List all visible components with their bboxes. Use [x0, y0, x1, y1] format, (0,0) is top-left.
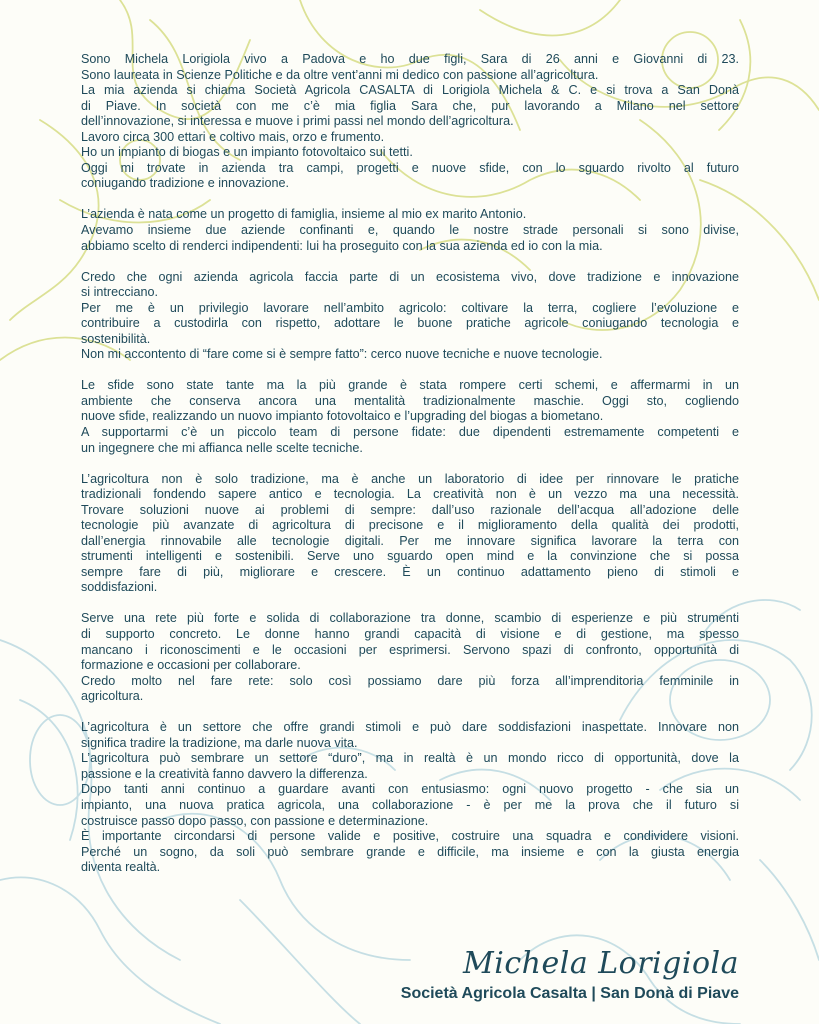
- text-line: ambiente che conserva ancora una mentalità tradizionalmente maschie. Oggi sto, cogliendo: [81, 393, 739, 408]
- text-line: di Piave. In società con me c’è mia figlia Sara che, pur lavorando a Milano nel settore: [81, 98, 739, 113]
- paragraph-gap: [81, 456, 739, 472]
- text-line: di supporto concreto. Le donne hanno grandi capacità di visione e di gestione, ma spesso: [81, 627, 739, 641]
- text-line: coniugando tradizione e innovazione.: [81, 176, 289, 191]
- text-line: nuove sfide, realizzando un nuovo impianto fotovoltaico e l’upgrading del biogas a biometano.: [81, 409, 604, 424]
- paragraph-innovation: [81, 472, 739, 596]
- paragraph-conclusion: [81, 720, 739, 875]
- text-line: L’agricoltura può sembrare un settore “duro”, ma in realtà è un mondo ricco di opportunità, dove la: [81, 751, 739, 766]
- text-line: Sono laureata in Scienze Politiche e da oltre vent’anni mi dedico con passione all’agricoltura.: [81, 67, 599, 82]
- text-line: Le sfide sono state tante ma la più grande è stata rompere certi schemi, e affermarmi in un: [81, 378, 739, 393]
- paragraph-family: [81, 207, 739, 254]
- text-line: A supportarmi c’è un piccolo team di persone fidate: due dipendenti estremamente competenti e: [81, 424, 739, 439]
- text-line: formazione e occasioni per collaborare.: [81, 658, 301, 673]
- text-line: mancano i riconoscimenti e le occasioni per esprimersi. Servono spazi di confronto, opportunità di: [81, 642, 739, 657]
- signature-company-line: Società Agricola Casalta | San Donà di Piave: [400, 985, 739, 1002]
- text-line: agricoltura.: [81, 689, 144, 704]
- paragraph-gap: [81, 192, 739, 208]
- text-line: impianto, una nuova pratica agricola, una collaborazione - è per me la prova che il futuro si: [81, 797, 739, 812]
- text-line: Oggi mi trovate in azienda tra campi, progetti e nuove sfide, con lo sguardo rivolto al futuro: [81, 160, 739, 175]
- text-line: Credo che ogni azienda agricola faccia parte di un ecosistema vivo, dove tradizione e innovazione: [81, 269, 739, 284]
- text-line: tradizionali fondendo sapere antico e tecnologia. La creatività non è un vezzo ma una necessità.: [81, 487, 739, 502]
- text-line: dell’innovazione, si interessa e muove i primi passi nel mondo dell’agricoltura.: [81, 114, 514, 129]
- text-line: strumenti intelligenti e sostenibili. Serve uno sguardo open mind e la convinzione che si possa: [81, 549, 739, 564]
- text-line: Ho un impianto di biogas e un impianto fotovoltaico sui tetti.: [81, 145, 413, 160]
- text-line: Lavoro circa 300 ettari e coltivo mais, orzo e frumento.: [81, 129, 385, 144]
- paragraph-challenges: [81, 378, 739, 456]
- text-line: Non mi accontento di “fare come si è sempre fatto”: cerco nuove tecniche e nuove tecnologie.: [81, 347, 603, 362]
- text-line: diventa realtà.: [81, 860, 161, 875]
- text-line: Credo molto nel fare rete: solo così possiamo dare più forza all’imprenditoria femminile in: [81, 673, 739, 688]
- paragraph-gap: [81, 363, 739, 379]
- text-line: Avevamo insieme due aziende confinanti e, quando le nostre strade personali si sono divise,: [81, 222, 739, 237]
- text-line: Dopo tanti anni continuo a guardare avanti con entusiasmo: ogni nuovo progetto - che sia un: [81, 782, 739, 797]
- text-line: tecnologie più avanzate di agricoltura di precisone e il miglioramento della qualità dei prodotti,: [81, 518, 739, 533]
- text-line: L’azienda è nata come un progetto di famiglia, insieme al mio ex marito Antonio.: [81, 207, 527, 222]
- paragraph-ecosystem: [81, 270, 739, 363]
- text-line: un ingegnere che mi affianca nelle scelte tecniche.: [81, 440, 363, 455]
- paragraph-intro: [81, 52, 739, 192]
- text-line: soddisfazioni.: [81, 580, 158, 595]
- text-line: significa tradire la tradizione, ma darle nuova vita.: [81, 735, 358, 750]
- text-line: Sono Michela Lorigiola vivo a Padova e ho due figli, Sara di 26 anni e Giovanni di 23.: [81, 52, 739, 66]
- text-line: L’agricoltura non è solo tradizione, ma è anche un laboratorio di idee per rinnovare le pratiche: [81, 471, 739, 486]
- text-line: Trovare soluzioni nuove ai problemi di sempre: dall’uso razionale dell’acqua all’adozione delle: [81, 502, 739, 517]
- text-line: sempre fare di più, migliorare e crescere. È un continuo adattamento pieno di stimoli e: [81, 564, 739, 579]
- letter-body: [81, 52, 739, 876]
- signature-name: Michela Lorigiola: [463, 946, 739, 981]
- text-line: si intrecciano.: [81, 285, 158, 300]
- text-line: La mia azienda si chiama Società Agricola CASALTA di Lorigiola Michela & C. e si trova a San Donà: [81, 83, 739, 98]
- text-line: Serve una rete più forte e solida di collaborazione tra donne, scambio di esperienze e più strumenti: [81, 611, 739, 626]
- paragraph-gap: [81, 254, 739, 270]
- paragraph-network: [81, 611, 739, 704]
- text-line: L’agricoltura è un settore che offre grandi stimoli e può dare soddisfazioni inaspettate. Innovare non: [81, 720, 739, 735]
- text-line: costruisce passo dopo passo, con passione e determinazione.: [81, 813, 429, 828]
- text-line: passione e la creatività fanno davvero la differenza.: [81, 766, 368, 781]
- text-line: È importante circondarsi di persone valide e positive, costruire una squadra e condividere visioni.: [81, 829, 739, 844]
- text-line: contribuire a custodirla con rispetto, adottare le buone pratiche agricole coniugando tecnologia e: [81, 316, 739, 331]
- paragraph-gap: [81, 705, 739, 721]
- text-line: sostenibilità.: [81, 331, 151, 346]
- paragraph-gap: [81, 596, 739, 612]
- text-line: abbiamo scelto di renderci indipendenti: lui ha proseguito con la sua azienda ed io con la mia.: [81, 238, 603, 253]
- text-line: Perché un sogno, da soli può sembrare grande e difficile, ma insieme e con la giusta energia: [81, 844, 739, 859]
- text-line: Per me è un privilegio lavorare nell’ambito agricolo: coltivare la terra, cogliere l’evoluzione e: [81, 300, 739, 315]
- text-line: dall’energia rinnovabile alle tecnologie digitali. Per me innovare significa lavorare la terra con: [81, 533, 739, 548]
